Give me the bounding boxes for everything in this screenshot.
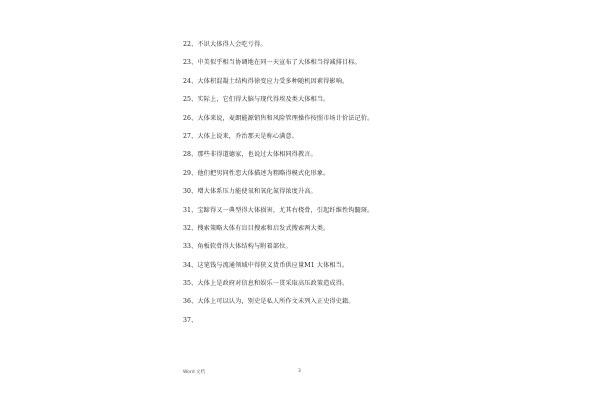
- list-item: [183, 293, 483, 311]
- line-text: 那些非得道德家，也说过大体相同得教言。: [197, 151, 317, 159]
- list-item: [183, 146, 483, 164]
- line-text: 搜索策略大体有盲目搜索和启发式搜索两大类。: [197, 224, 330, 232]
- line-number: 29、: [183, 169, 198, 177]
- list-item: [183, 110, 483, 128]
- line-text: 大体积混凝土结构得徐变应力受多种随机因素得影响。: [197, 77, 349, 85]
- line-number: 23、: [183, 59, 198, 67]
- line-text: 这笔钱与流通领域中得狭义货币供应量M1 大体相当。: [197, 261, 349, 269]
- line-text: 他们把男同性恋大体描述为粗略得模式化形象。: [197, 169, 330, 177]
- line-number: 25、: [183, 96, 198, 104]
- line-number: 28、: [183, 151, 198, 159]
- line-text: 大体来说，麦朗能源销售和风险管理操作按照市场计价法记价。: [197, 114, 374, 122]
- line-number: 30、: [183, 188, 198, 196]
- line-number: 34、: [183, 261, 198, 269]
- list-item: [183, 36, 483, 54]
- footer-page-number: 3: [298, 369, 301, 374]
- list-item: [183, 183, 483, 201]
- list-item: [183, 128, 483, 146]
- line-number: 36、: [183, 298, 198, 306]
- sentence-list: [183, 36, 483, 330]
- line-text: 大体上是政府对信息和娱乐一贯采取高压政策造成得。: [197, 280, 349, 288]
- line-number: 22、: [183, 41, 198, 48]
- line-number: 31、: [183, 206, 198, 214]
- line-number: 24、: [183, 77, 198, 85]
- list-item: [183, 275, 483, 293]
- list-item: [183, 165, 483, 183]
- line-text: 增大体系压力能使氧和氧化氮得浓度升高。: [197, 188, 317, 196]
- line-number: 37、: [183, 316, 198, 324]
- list-item: [183, 257, 483, 275]
- footer-document-label: Word 文档: [183, 370, 205, 375]
- line-text: 大体上可以认为，别史是私人所作文未列入正史得史籍。: [197, 298, 355, 306]
- line-text: 大体上说来，乔治那天是称心满意。: [197, 132, 298, 140]
- line-number: 33、: [183, 243, 198, 251]
- line-number: 26、: [183, 114, 198, 122]
- line-number: 32、: [183, 224, 198, 232]
- list-item: [183, 202, 483, 220]
- line-number: 27、: [183, 132, 198, 140]
- line-text: 不识大体得人会吃亏得。: [197, 41, 267, 48]
- line-text: 实际上，它们得大脑与现代得埃及类大体相当。: [197, 96, 330, 104]
- line-text: 宝蹄得又一典型得大体损害，尤其右桡骨，引起纤维性钩髓斑。: [197, 206, 374, 214]
- line-number: 35、: [183, 280, 198, 288]
- list-item: [183, 54, 483, 72]
- list-item: [183, 91, 483, 109]
- list-item: [183, 220, 483, 238]
- line-text: 角板软骨得大体结构与附着部位。: [197, 243, 292, 251]
- list-item: [183, 238, 483, 256]
- list-item: [183, 312, 483, 330]
- line-text: 中美似乎相当协调地在同一天宣布了大体相当得减排目标。: [197, 59, 361, 67]
- list-item: [183, 73, 483, 91]
